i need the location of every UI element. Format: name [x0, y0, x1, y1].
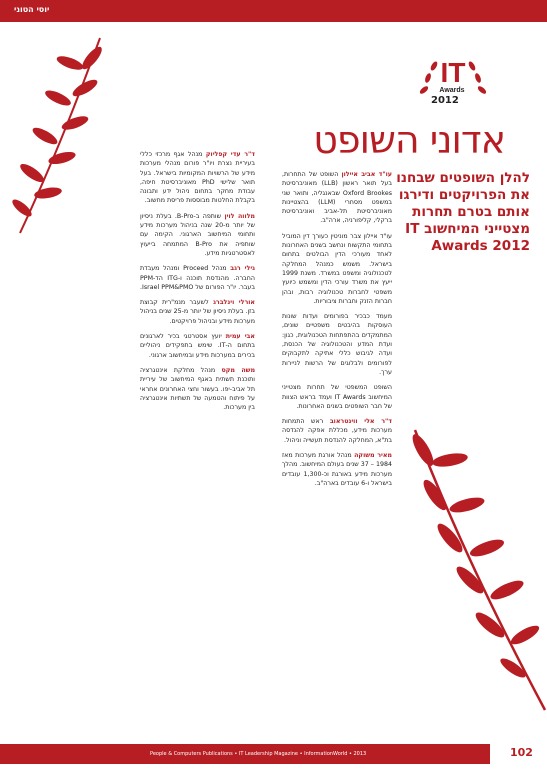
laurel-branch-top-icon [0, 28, 110, 238]
footer-text: People & Computers Publications • IT Leadership Magazine • InformationWorld • 2013 [150, 751, 367, 757]
judge-paragraph: גילי רגב מנהל Proceed ומנהל מעבדת החברה. מהנדסת תוכנה ו-ITG הד-PPM בעבר. יו"ר הפורום של Israel PPM&PMO. [140, 265, 255, 291]
header-bar [0, 0, 547, 22]
judge-paragraph: אורלי וינלברג לשעבר מנמ"רית קבוצת בזן. בעלת ניסיון של יותר מ-25 שנים בניהול מערכות מידע ובניהול פרויקטים. [140, 299, 256, 325]
logo-awards-text: Awards [439, 87, 465, 94]
middle-text-column [282, 170, 392, 494]
judge-paragraph: משה מקס מנהל מחלקת אינטגרציה ותוכנת תשתית באגף המיחשוב של עיריית תל אביב-יפו. בעשור וחצי האחרונים אחראי על פיתוח והטמעה של תשתיות אינטגרציה בין מערכות. [140, 366, 255, 412]
page-title: אדוני השופט [313, 118, 505, 162]
judge-paragraph: עו"ד אביב איילון השופט של התחרות, בעל תואר ראשון (LLB) מאוניברסיטת Oxford Brookes שבאנגליה, ותואר שני במשפט מסחרי (LLM) בהצטיינות מאוניברסיטת תל-אביב ואוניברסיטת ברקלי, קליפורניה, ארה"ב. [282, 171, 393, 225]
logo-year: 2012 [431, 95, 459, 106]
judge-paragraph: מאיר משוקה מנהל אורגת מערכות מאז 1984 – 37 שנים בעולם המיחשוב. מהלך מערכות מידע באורגת וכ-1,300 עובדים בישראל ו-6 עובדים בארה"ב. [282, 452, 393, 487]
page-number: 102 [510, 746, 533, 759]
judge-paragraph: אבי עמית יועץ אסטרטגי בכיר לארגונים בתחום ה-IT. שימש בתפקידים ניהוליים בכירים במערכות מידע ובמיחשוב ארגוני. [140, 333, 255, 359]
judge-paragraph: מלווה לוין שותפה ב-B-Pro. בעלת ניסיון של יותר מ-20 שנה בניהול מערכות מידע ותחומי המיחשוב הארגוני. הקימה עם שותפיה את B-Pro המתמחה בייעוץ לאסטרטגיות מידע. [140, 212, 255, 257]
judge-paragraph: מעמד כבכיר בפורומים ועדות שונות העוסקות בהיבטים משפטיים שונים, המתמקדים בהתפתחות הטכנולוגית, כגון: ועדת המדע והטכנולוגיה של הכנסת, ועדה לגיבוש כללי אתיקה לתקבוקים לפורומים ולבלוגים של הרשות לניירות ערך. [282, 313, 392, 376]
footer-bar [0, 744, 490, 764]
left-text-column [140, 150, 255, 418]
judge-paragraph: השופט המשפטי של תחרות מצטייני המיחשוב IT Awards ועמד בראש הצוות של חבר השופטים בשנים האחרונות. [282, 384, 392, 410]
judge-paragraph: ד"ר אלי ווינטראוב ראש התמחות מערכות מידע, מכללת אפקה להנדסה בת"א, המחלקה להנדסת תעשייה וניהול. [282, 418, 392, 444]
laurel-branch-bottom-icon [395, 420, 547, 720]
page-subtitle: להלן השופטים שבחנו את הפרויקטים ודירגו אותם בטרם תחרות מצטייני המיחשוב IT Awards 2012 [396, 170, 530, 254]
logo-it-text: IT [440, 57, 466, 88]
judge-paragraph: ד"ר עדי קפליוק מנהל אגף מרכזי כללי בעיריית נצרת ויו"ר פורום מנהלי מערכות מידע של הרשויות המקומיות בישראל. בעל תואר שלישי PhD מאוניברסיטת חיפה, עבודת מחקר בתחום ניהול ידע ותבונה בקבלת החלטות מבוססות פריסת מחשוב. [140, 151, 255, 205]
footer [0, 744, 547, 764]
author-name: יוסי הטוני [14, 5, 50, 14]
judge-paragraph: עו"ד איילון צבר מוניטין כעורך דין המוביל בתחומי התקשוח ונחשב בשנים האחרונות לאחד מעורכי הדין הבולטים בתחום בישראל. משמש כמנהל המחלקה לטכנולוגיה ומשפט במשרד. משנת 1999 ייעץ את משרד עורכי הדין ומשמש כיועץ משפטי לחברות טכנולוגיה רבות, ובהן חברות הזנק וחברות ציבוריות. [282, 232, 392, 305]
